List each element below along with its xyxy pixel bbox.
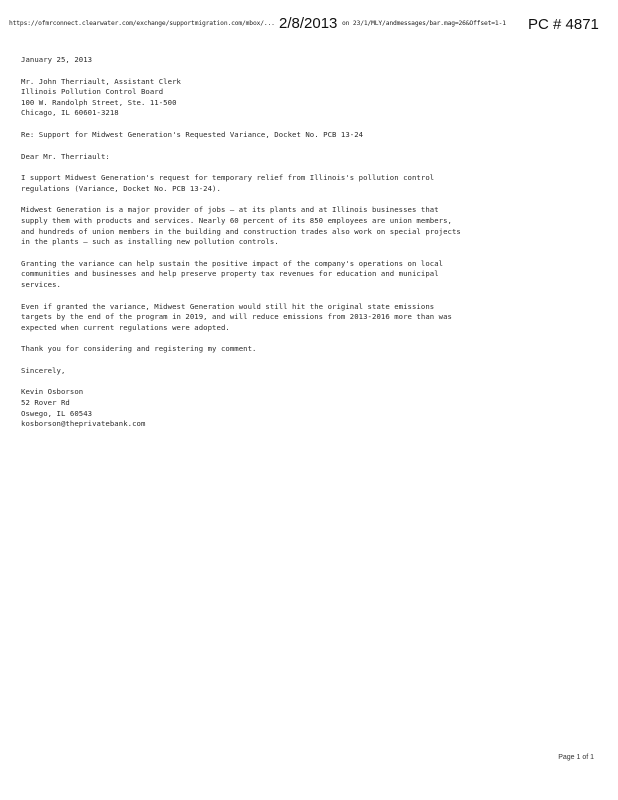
header-url-continued: on 23/1/MLY/andmessages/bar.mag=26&Offset=1-1 bbox=[342, 20, 506, 27]
header-url: https://ofmrconnect.clearwater.com/exchange/supportmigration.com/mbox/... bbox=[9, 20, 275, 27]
letter-subject: Re: Support for Midwest Generation's Requested Variance, Docket No. PCB 13-24 bbox=[21, 129, 364, 139]
closing: Sincerely, bbox=[21, 365, 66, 375]
paragraph-line: I support Midwest Generation's request for temporary relief from Illinois's pollution control bbox=[21, 173, 435, 183]
recipient-address bbox=[21, 77, 581, 119]
paragraph-line: Granting the variance can help sustain the positive impact of the company's operations on local bbox=[21, 258, 444, 268]
paragraph-line: services. bbox=[21, 279, 61, 289]
paragraph-line: in the plants — such as installing new pollution controls. bbox=[21, 237, 279, 247]
signature-block bbox=[21, 387, 581, 429]
signer-name: Kevin Osborson bbox=[21, 387, 84, 397]
page-number: Page 1 of 1 bbox=[558, 754, 594, 761]
signer-city: Oswego, IL 60543 bbox=[21, 408, 93, 418]
paragraph bbox=[21, 205, 581, 247]
recipient-line: 100 W. Randolph Street, Ste. 11-500 bbox=[21, 97, 177, 107]
paragraph bbox=[21, 173, 581, 194]
paragraph-line: Midwest Generation is a major provider of jobs — at its plants and at Illinois businesses that bbox=[21, 205, 439, 215]
header-date: 2/8/2013 bbox=[279, 15, 338, 32]
paragraph-line: communities and businesses and help preserve property tax revenues for education and municipal bbox=[21, 269, 439, 279]
paragraph-line: Thank you for considering and registering my comment. bbox=[21, 344, 257, 354]
recipient-line: Illinois Pollution Control Board bbox=[21, 87, 164, 97]
public-comment-number: PC # 4871 bbox=[528, 16, 599, 33]
paragraph bbox=[21, 259, 581, 291]
letter-body bbox=[21, 55, 581, 430]
signer-street: 52 Rover Rd bbox=[21, 398, 70, 408]
paragraph-line: expected when current regulations were adopted. bbox=[21, 322, 230, 332]
recipient-line: Chicago, IL 60601-3218 bbox=[21, 108, 119, 118]
paragraph bbox=[21, 302, 581, 334]
signer-email: kosborson@theprivatebank.com bbox=[21, 419, 146, 429]
paragraph-line: Even if granted the variance, Midwest Generation would still hit the original state emissions bbox=[21, 301, 435, 311]
paragraph bbox=[21, 344, 581, 355]
paragraph-line: and hundreds of union members in the building and construction trades also work on special projects bbox=[21, 226, 461, 236]
paragraph-line: regulations (Variance, Docket No. PCB 13-24). bbox=[21, 183, 221, 193]
recipient-line: Mr. John Therriault, Assistant Clerk bbox=[21, 76, 181, 86]
salutation: Dear Mr. Therriault: bbox=[21, 151, 110, 161]
paragraph-line: supply them with products and services. Nearly 60 percent of its 850 employees are union members, bbox=[21, 215, 452, 225]
paragraph-line: targets by the end of the program in 2019, and will reduce emissions from 2013-2016 more than was bbox=[21, 312, 452, 322]
letter-date: January 25, 2013 bbox=[21, 55, 93, 64]
